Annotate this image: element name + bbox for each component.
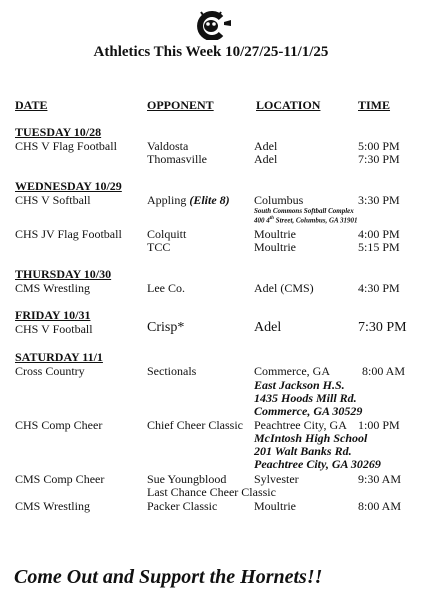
team-name: CMS Wrestling <box>15 499 90 513</box>
location: Sylvester <box>254 472 299 486</box>
opponent: Colquitt <box>147 227 187 241</box>
venue-city: Peachtree City, GA 30269 <box>254 457 381 471</box>
team-name: CMS Comp Cheer <box>15 472 105 486</box>
team-name: CHS V Football <box>15 322 93 336</box>
location: Moultrie <box>254 240 296 254</box>
day-heading-friday: FRIDAY 10/31 <box>15 308 91 322</box>
team-name: CHS V Flag Football <box>15 139 117 153</box>
opponent: TCC <box>147 240 171 254</box>
time: 5:00 PM <box>358 139 400 153</box>
time: 8:00 AM <box>362 364 406 378</box>
team-name: CMS Wrestling <box>15 281 90 295</box>
time: 4:00 PM <box>358 227 400 241</box>
team-name: CHS Comp Cheer <box>15 418 103 432</box>
header-opponent: OPPONENT <box>147 98 214 112</box>
opponent: Lee Co. <box>147 281 185 295</box>
opponent: Valdosta <box>147 139 189 153</box>
footer-slogan: Come Out and Support the Hornets!! <box>14 566 323 588</box>
location: Adel (CMS) <box>254 281 314 295</box>
day-heading-thursday: THURSDAY 10/30 <box>15 267 112 281</box>
time: 7:30 PM <box>358 320 407 335</box>
venue-street: 1435 Hoods Mill Rd. <box>254 391 357 405</box>
header-location: LOCATION <box>256 98 321 112</box>
opponent-continued: Last Chance Cheer Classic <box>147 485 276 499</box>
location: Adel <box>254 320 282 335</box>
venue-name: South Commons Softball Complex <box>254 207 354 215</box>
opponent: Sectionals <box>147 364 197 378</box>
venue-name: McIntosh High School <box>254 431 368 445</box>
opponent: Thomasville <box>147 152 207 166</box>
time: 4:30 PM <box>358 281 400 295</box>
location: Columbus <box>254 193 304 207</box>
opponent: Crisp* <box>147 320 185 335</box>
hornet-logo-icon <box>191 10 231 40</box>
opponent: Sue Youngblood <box>147 472 227 486</box>
location: Adel <box>254 139 278 153</box>
opponent-note: (Elite 8) <box>189 193 230 207</box>
location: Commerce, GA <box>254 364 330 378</box>
venue-name: East Jackson H.S. <box>254 378 345 392</box>
team-name: Cross Country <box>15 364 85 378</box>
day-heading-wednesday: WEDNESDAY 10/29 <box>15 179 122 193</box>
opponent <box>147 193 230 208</box>
team-name: CHS V Softball <box>15 193 91 207</box>
page-title: Athletics This Week 10/27/25-11/1/25 <box>93 44 329 60</box>
time: 1:00 PM <box>358 418 400 432</box>
team-name: CHS JV Flag Football <box>15 227 122 241</box>
header-time: TIME <box>358 98 391 112</box>
opponent: Chief Cheer Classic <box>147 418 243 432</box>
time: 7:30 PM <box>358 152 400 166</box>
time: 5:15 PM <box>358 240 400 254</box>
opponent-name: Appling <box>147 193 187 207</box>
location: Moultrie <box>254 499 296 513</box>
time: 3:30 PM <box>358 193 400 207</box>
venue-address: 400 4th Street, Columbus, GA 31901 <box>254 216 358 225</box>
opponent: Packer Classic <box>147 499 218 513</box>
location: Adel <box>254 152 278 166</box>
time: 9:30 AM <box>358 472 402 486</box>
day-heading-tuesday: TUESDAY 10/28 <box>15 125 102 139</box>
location: Peachtree City, GA <box>254 418 347 432</box>
day-heading-saturday: SATURDAY 11/1 <box>15 350 103 364</box>
venue-city: Commerce, GA 30529 <box>254 404 363 418</box>
time: 8:00 AM <box>358 499 402 513</box>
venue-street: 201 Walt Banks Rd. <box>254 444 352 458</box>
header-date: DATE <box>15 98 48 112</box>
location: Moultrie <box>254 227 296 241</box>
